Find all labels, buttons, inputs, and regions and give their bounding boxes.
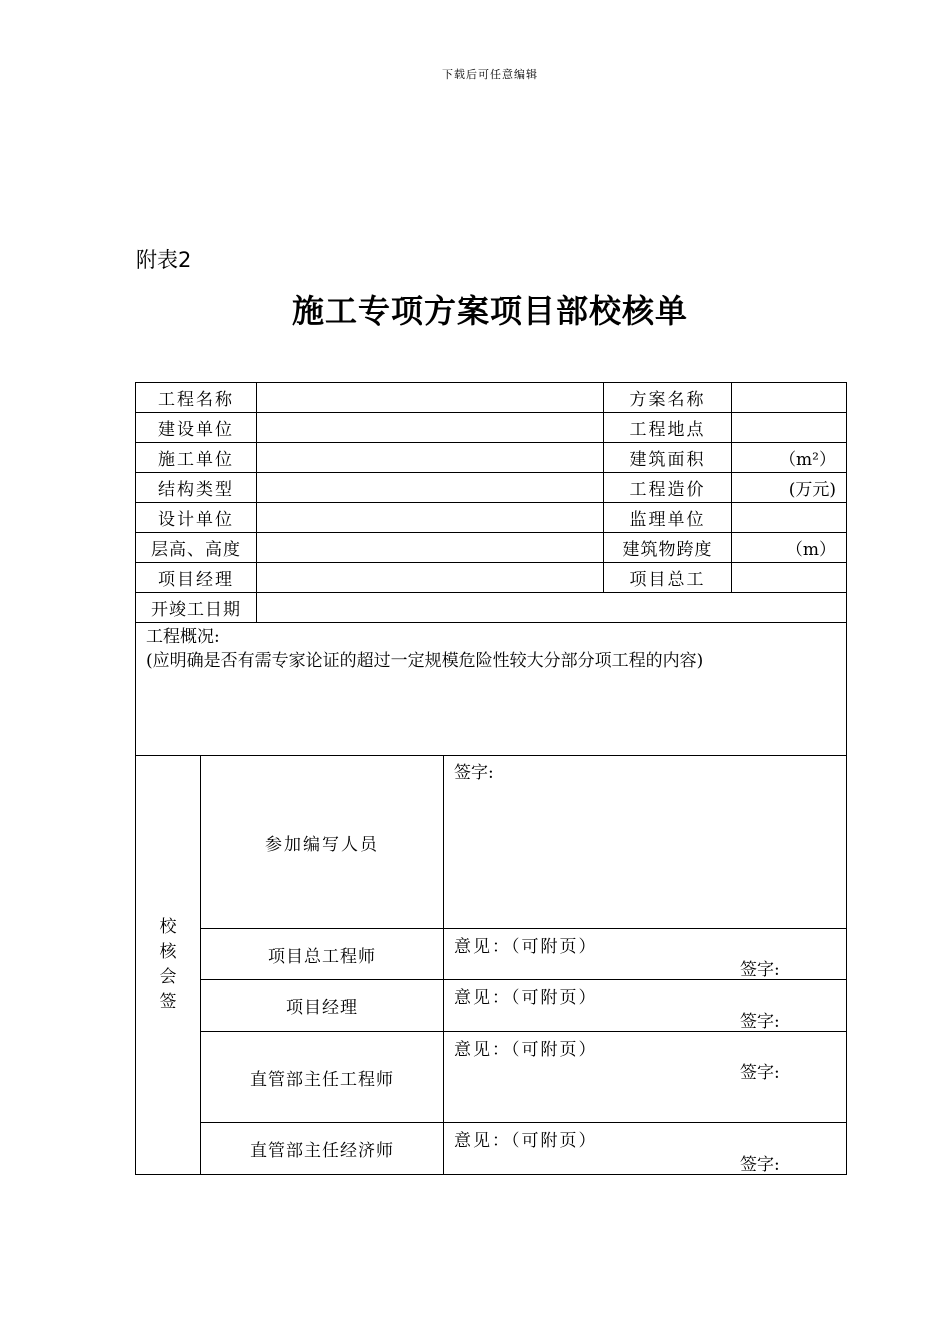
opinion-row <box>136 1123 847 1175</box>
signature-area[interactable] <box>444 756 847 929</box>
info-row <box>136 443 847 473</box>
dates-value[interactable] <box>257 593 847 623</box>
role-label: 项目经理 <box>201 980 444 1032</box>
opinion-row <box>136 980 847 1032</box>
opinion-area[interactable] <box>444 1123 847 1175</box>
dates-label: 开竣工日期 <box>136 593 257 623</box>
header-note: 下载后可任意编辑 <box>442 68 538 81</box>
field-value[interactable] <box>732 443 847 473</box>
field-label: 施工单位 <box>136 443 257 473</box>
signature-label: 签字: <box>740 1155 780 1175</box>
info-row <box>136 383 847 413</box>
field-value[interactable] <box>257 533 604 563</box>
overview-note: (应明确是否有需专家论证的超过一定规模危险性较大分部分项工程的内容) <box>146 651 704 671</box>
field-value[interactable] <box>732 413 847 443</box>
unit-label: （m） <box>785 540 836 560</box>
form-title: 施工专项方案项目部校核单 <box>291 292 688 330</box>
review-form-table <box>135 382 847 1175</box>
field-value[interactable] <box>257 383 604 413</box>
signature-label: 签字: <box>740 1063 780 1083</box>
review-section-char: 核 <box>159 942 177 962</box>
field-label: 工程造价 <box>604 473 732 503</box>
signature-label: 签字: <box>454 763 494 783</box>
field-value[interactable] <box>257 503 604 533</box>
review-section-label <box>136 756 201 1175</box>
opinion-label: 意见：（可附页） <box>454 1131 598 1151</box>
review-section-char: 会 <box>159 967 177 987</box>
opinion-area[interactable] <box>444 929 847 980</box>
field-value[interactable] <box>732 533 847 563</box>
dates-row <box>136 593 847 623</box>
field-label: 方案名称 <box>604 383 732 413</box>
field-label: 层高、高度 <box>136 533 257 563</box>
field-label: 建设单位 <box>136 413 257 443</box>
overview-row <box>136 623 847 756</box>
field-label: 工程地点 <box>604 413 732 443</box>
opinion-row <box>136 929 847 980</box>
writers-row <box>136 756 847 929</box>
overview-cell[interactable] <box>136 623 847 756</box>
signature-label: 签字: <box>740 1012 780 1032</box>
field-label: 结构类型 <box>136 473 257 503</box>
field-label: 建筑面积 <box>604 443 732 473</box>
appendix-label: 附表2 <box>136 248 192 272</box>
field-value[interactable] <box>257 473 604 503</box>
role-label: 项目总工程师 <box>201 929 444 980</box>
review-section-char: 校 <box>159 917 177 937</box>
info-row <box>136 413 847 443</box>
info-row <box>136 563 847 593</box>
field-value[interactable] <box>732 383 847 413</box>
field-value[interactable] <box>257 413 604 443</box>
field-value[interactable] <box>257 443 604 473</box>
field-label: 项目总工 <box>604 563 732 593</box>
field-label: 监理单位 <box>604 503 732 533</box>
field-label: 项目经理 <box>136 563 257 593</box>
field-value[interactable] <box>257 563 604 593</box>
info-row <box>136 533 847 563</box>
field-label: 工程名称 <box>136 383 257 413</box>
signature-label: 签字: <box>740 960 780 980</box>
role-label: 直管部主任经济师 <box>201 1123 444 1175</box>
opinion-area[interactable] <box>444 1032 847 1123</box>
field-label: 设计单位 <box>136 503 257 533</box>
field-value[interactable] <box>732 473 847 503</box>
role-label: 直管部主任工程师 <box>201 1032 444 1123</box>
opinion-area[interactable] <box>444 980 847 1032</box>
role-label: 参加编写人员 <box>201 756 444 929</box>
field-value[interactable] <box>732 503 847 533</box>
field-label: 建筑物跨度 <box>604 533 732 563</box>
unit-label: （m²） <box>779 450 836 470</box>
opinion-label: 意见：（可附页） <box>454 937 598 957</box>
info-row <box>136 503 847 533</box>
unit-label: (万元) <box>788 480 836 500</box>
opinion-row <box>136 1032 847 1123</box>
overview-label: 工程概况: <box>146 627 220 647</box>
opinion-label: 意见：（可附页） <box>454 988 598 1008</box>
info-row <box>136 473 847 503</box>
opinion-label: 意见：（可附页） <box>454 1040 598 1060</box>
field-value[interactable] <box>732 563 847 593</box>
review-section-char: 签 <box>159 992 177 1012</box>
